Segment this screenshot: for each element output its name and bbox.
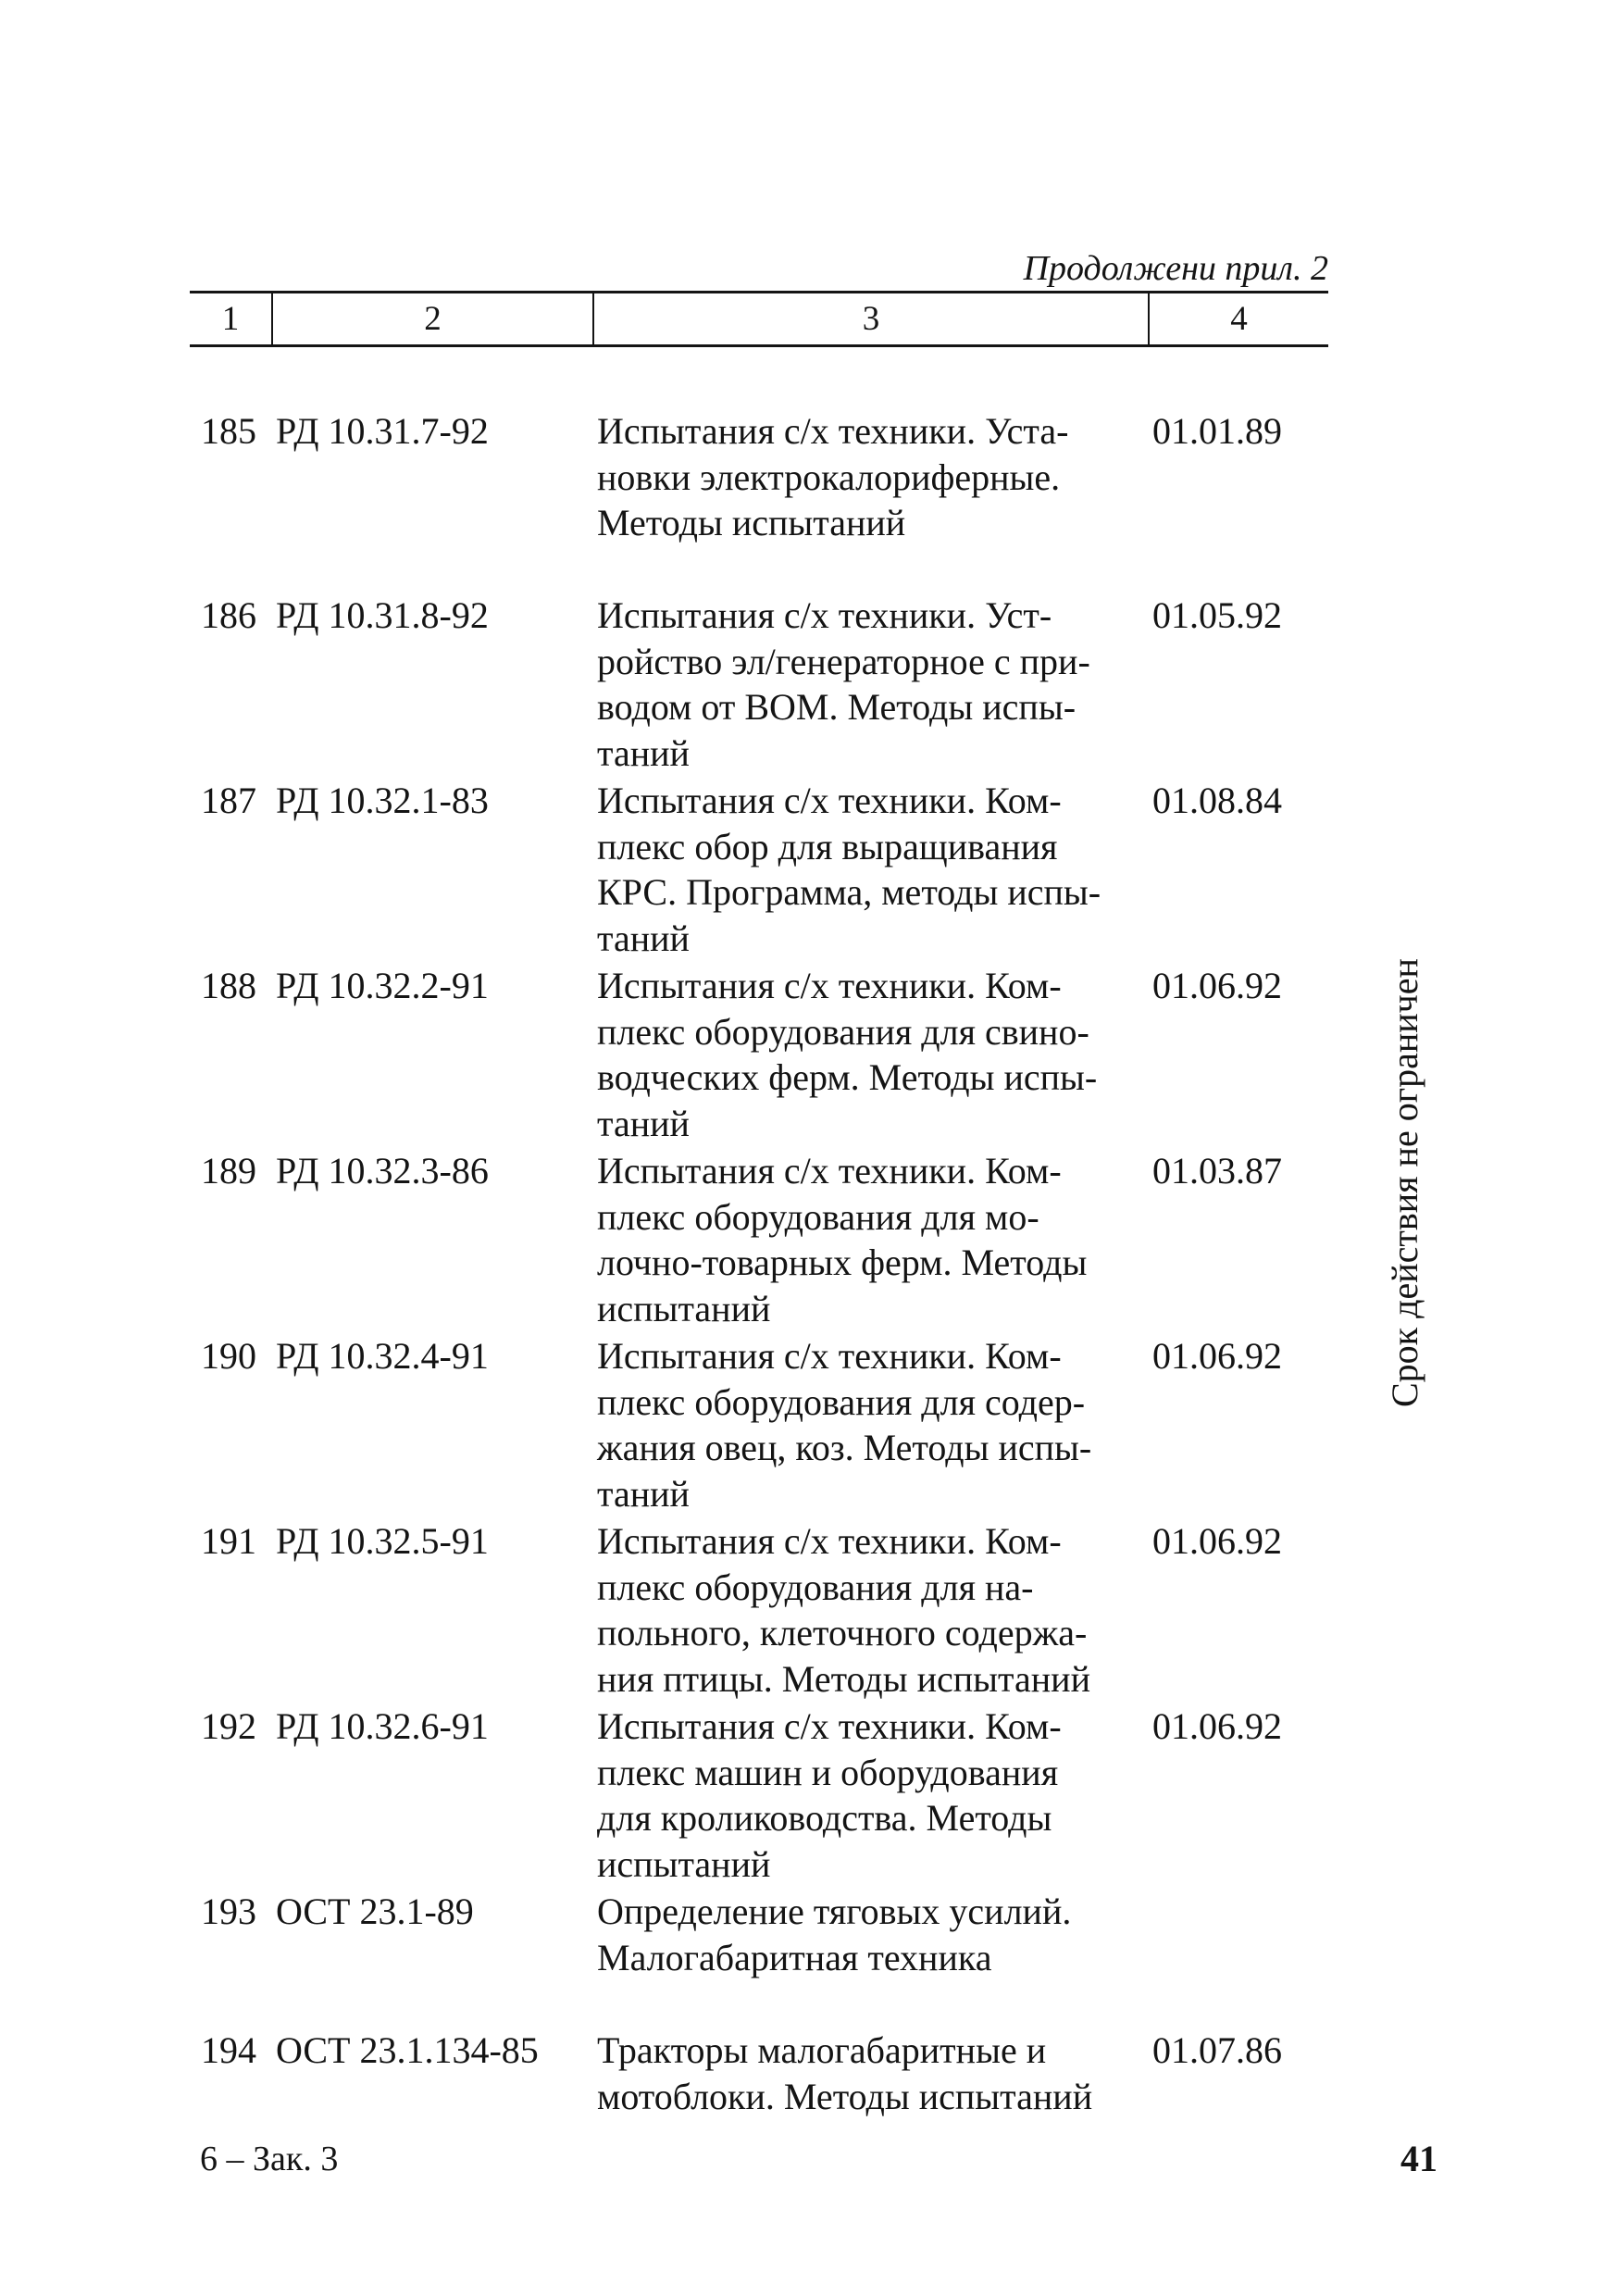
title-line: таний [597, 1472, 690, 1515]
title-line: таний [597, 1102, 690, 1144]
table-header [190, 291, 1328, 347]
table-row [190, 2028, 1328, 2119]
document-code: РД 10.31.8-92 [276, 594, 489, 636]
title-line: Тракторы малогабаритные и [597, 2029, 1047, 2071]
row-number: 192 [201, 1705, 256, 1747]
continuation-label: Продолжени прил. 2 [1023, 249, 1328, 288]
title-line: Испытания с/х техники. Ком- [597, 780, 1062, 821]
title-line: польного, клеточного содержа- [597, 1612, 1088, 1653]
title-line: Определение тяговых усилий. [597, 1890, 1072, 1932]
title-line: плекс оборудования для на- [597, 1566, 1034, 1608]
document-code: РД 10.31.7-92 [276, 410, 489, 452]
table-row [190, 1148, 1328, 1331]
title-line: Испытания с/х техники. Ком- [597, 1335, 1062, 1377]
title-line: Испытания с/х техники. Ком- [597, 1150, 1062, 1192]
title-line: лочно-товарных ферм. Методы [597, 1242, 1088, 1283]
title-line: КРС. Программа, методы испы- [597, 871, 1101, 913]
document-code: РД 10.32.3-86 [276, 1150, 489, 1192]
title-line: испытаний [597, 1287, 771, 1329]
table-row [190, 593, 1328, 776]
header-col-1: 1 [221, 300, 240, 338]
effective-date: 01.08.84 [1152, 780, 1282, 821]
document-code: РД 10.32.4-91 [276, 1335, 489, 1377]
title-line: плекс оборудования для свино- [597, 1010, 1089, 1053]
effective-date: 01.06.92 [1152, 965, 1282, 1006]
row-number: 193 [201, 1890, 256, 1932]
effective-date: 01.06.92 [1152, 1520, 1282, 1562]
row-number: 187 [201, 780, 256, 821]
document-title [597, 1333, 1091, 1516]
title-line: новки электрокалориферные. [597, 455, 1061, 498]
row-number: 189 [201, 1150, 256, 1192]
header-col-3: 3 [862, 300, 880, 338]
document-title [597, 408, 1068, 546]
effective-date: 01.01.89 [1152, 410, 1282, 452]
document-code: РД 10.32.6-91 [276, 1705, 489, 1747]
document-title [597, 593, 1090, 776]
title-line: Испытания с/х техники. Ком- [597, 1705, 1062, 1747]
table-row [190, 408, 1328, 546]
effective-date: 01.05.92 [1152, 594, 1282, 636]
document-title [597, 778, 1101, 961]
page-number: 41 [1400, 2138, 1438, 2179]
document-code: РД 10.32.5-91 [276, 1520, 489, 1562]
document-title [597, 1518, 1090, 1702]
title-line: Малогабаритная техника [597, 1936, 992, 1978]
title-line: испытаний [597, 1842, 771, 1885]
table-row [190, 1703, 1328, 1887]
effective-date: 01.06.92 [1152, 1335, 1282, 1377]
row-number: 194 [201, 2029, 256, 2071]
title-line: Испытания с/х техники. Ком- [597, 965, 1062, 1006]
effective-date: 01.06.92 [1152, 1705, 1282, 1747]
document-code: РД 10.32.2-91 [276, 965, 489, 1006]
title-line: Испытания с/х техники. Ком- [597, 1520, 1062, 1562]
effective-date: 01.03.87 [1152, 1150, 1282, 1192]
title-line: Испытания с/х техники. Уст- [597, 594, 1052, 636]
document-title [597, 1703, 1062, 1887]
table-row [190, 1333, 1328, 1516]
document-code: ОСТ 23.1.134-85 [276, 2029, 539, 2071]
row-number: 190 [201, 1335, 256, 1377]
table-row [190, 778, 1328, 961]
validity-note: Срок действия не ограничен [1384, 958, 1425, 1407]
document-code: РД 10.32.1-83 [276, 780, 489, 821]
row-number: 188 [201, 965, 256, 1006]
title-line: водческих ферм. Методы испы- [597, 1056, 1098, 1098]
table-row [190, 1518, 1328, 1702]
title-line: плекс обор для выращивания [597, 825, 1058, 867]
table-row [190, 1889, 1328, 1980]
title-line: Испытания с/х техники. Уста- [597, 410, 1069, 452]
row-number: 185 [201, 410, 256, 452]
document-title [597, 1889, 1071, 1980]
footer-order-label: 6 – Зак. 3 [200, 2140, 339, 2178]
title-line: для кролиководства. Методы [597, 1797, 1052, 1839]
document-title [597, 2028, 1092, 2119]
header-col-4: 4 [1230, 300, 1248, 338]
title-line: мотоблоки. Методы испытаний [597, 2075, 1093, 2117]
title-line: жания овец, коз. Методы испы- [597, 1427, 1092, 1468]
title-line: ния птицы. Методы испытаний [597, 1657, 1090, 1700]
title-line: плекс оборудования для мо- [597, 1195, 1039, 1238]
title-line: таний [597, 917, 690, 959]
standards-table [190, 291, 1328, 2117]
row-number: 186 [201, 594, 256, 636]
title-line: плекс машин и оборудования [597, 1751, 1059, 1793]
document-title [597, 963, 1097, 1146]
header-col-2: 2 [424, 300, 442, 338]
title-line: плекс оборудования для содер- [597, 1380, 1086, 1423]
title-line: таний [597, 731, 690, 774]
title-line: водом от ВОМ. Методы испы- [597, 686, 1077, 728]
document-title [597, 1148, 1087, 1331]
document-code: ОСТ 23.1-89 [276, 1890, 474, 1932]
row-number: 191 [201, 1520, 256, 1562]
title-line: Методы испытаний [597, 502, 906, 543]
effective-date: 01.07.86 [1152, 2029, 1282, 2071]
title-line: ройство эл/генераторное с при- [597, 640, 1090, 682]
table-row [190, 963, 1328, 1146]
